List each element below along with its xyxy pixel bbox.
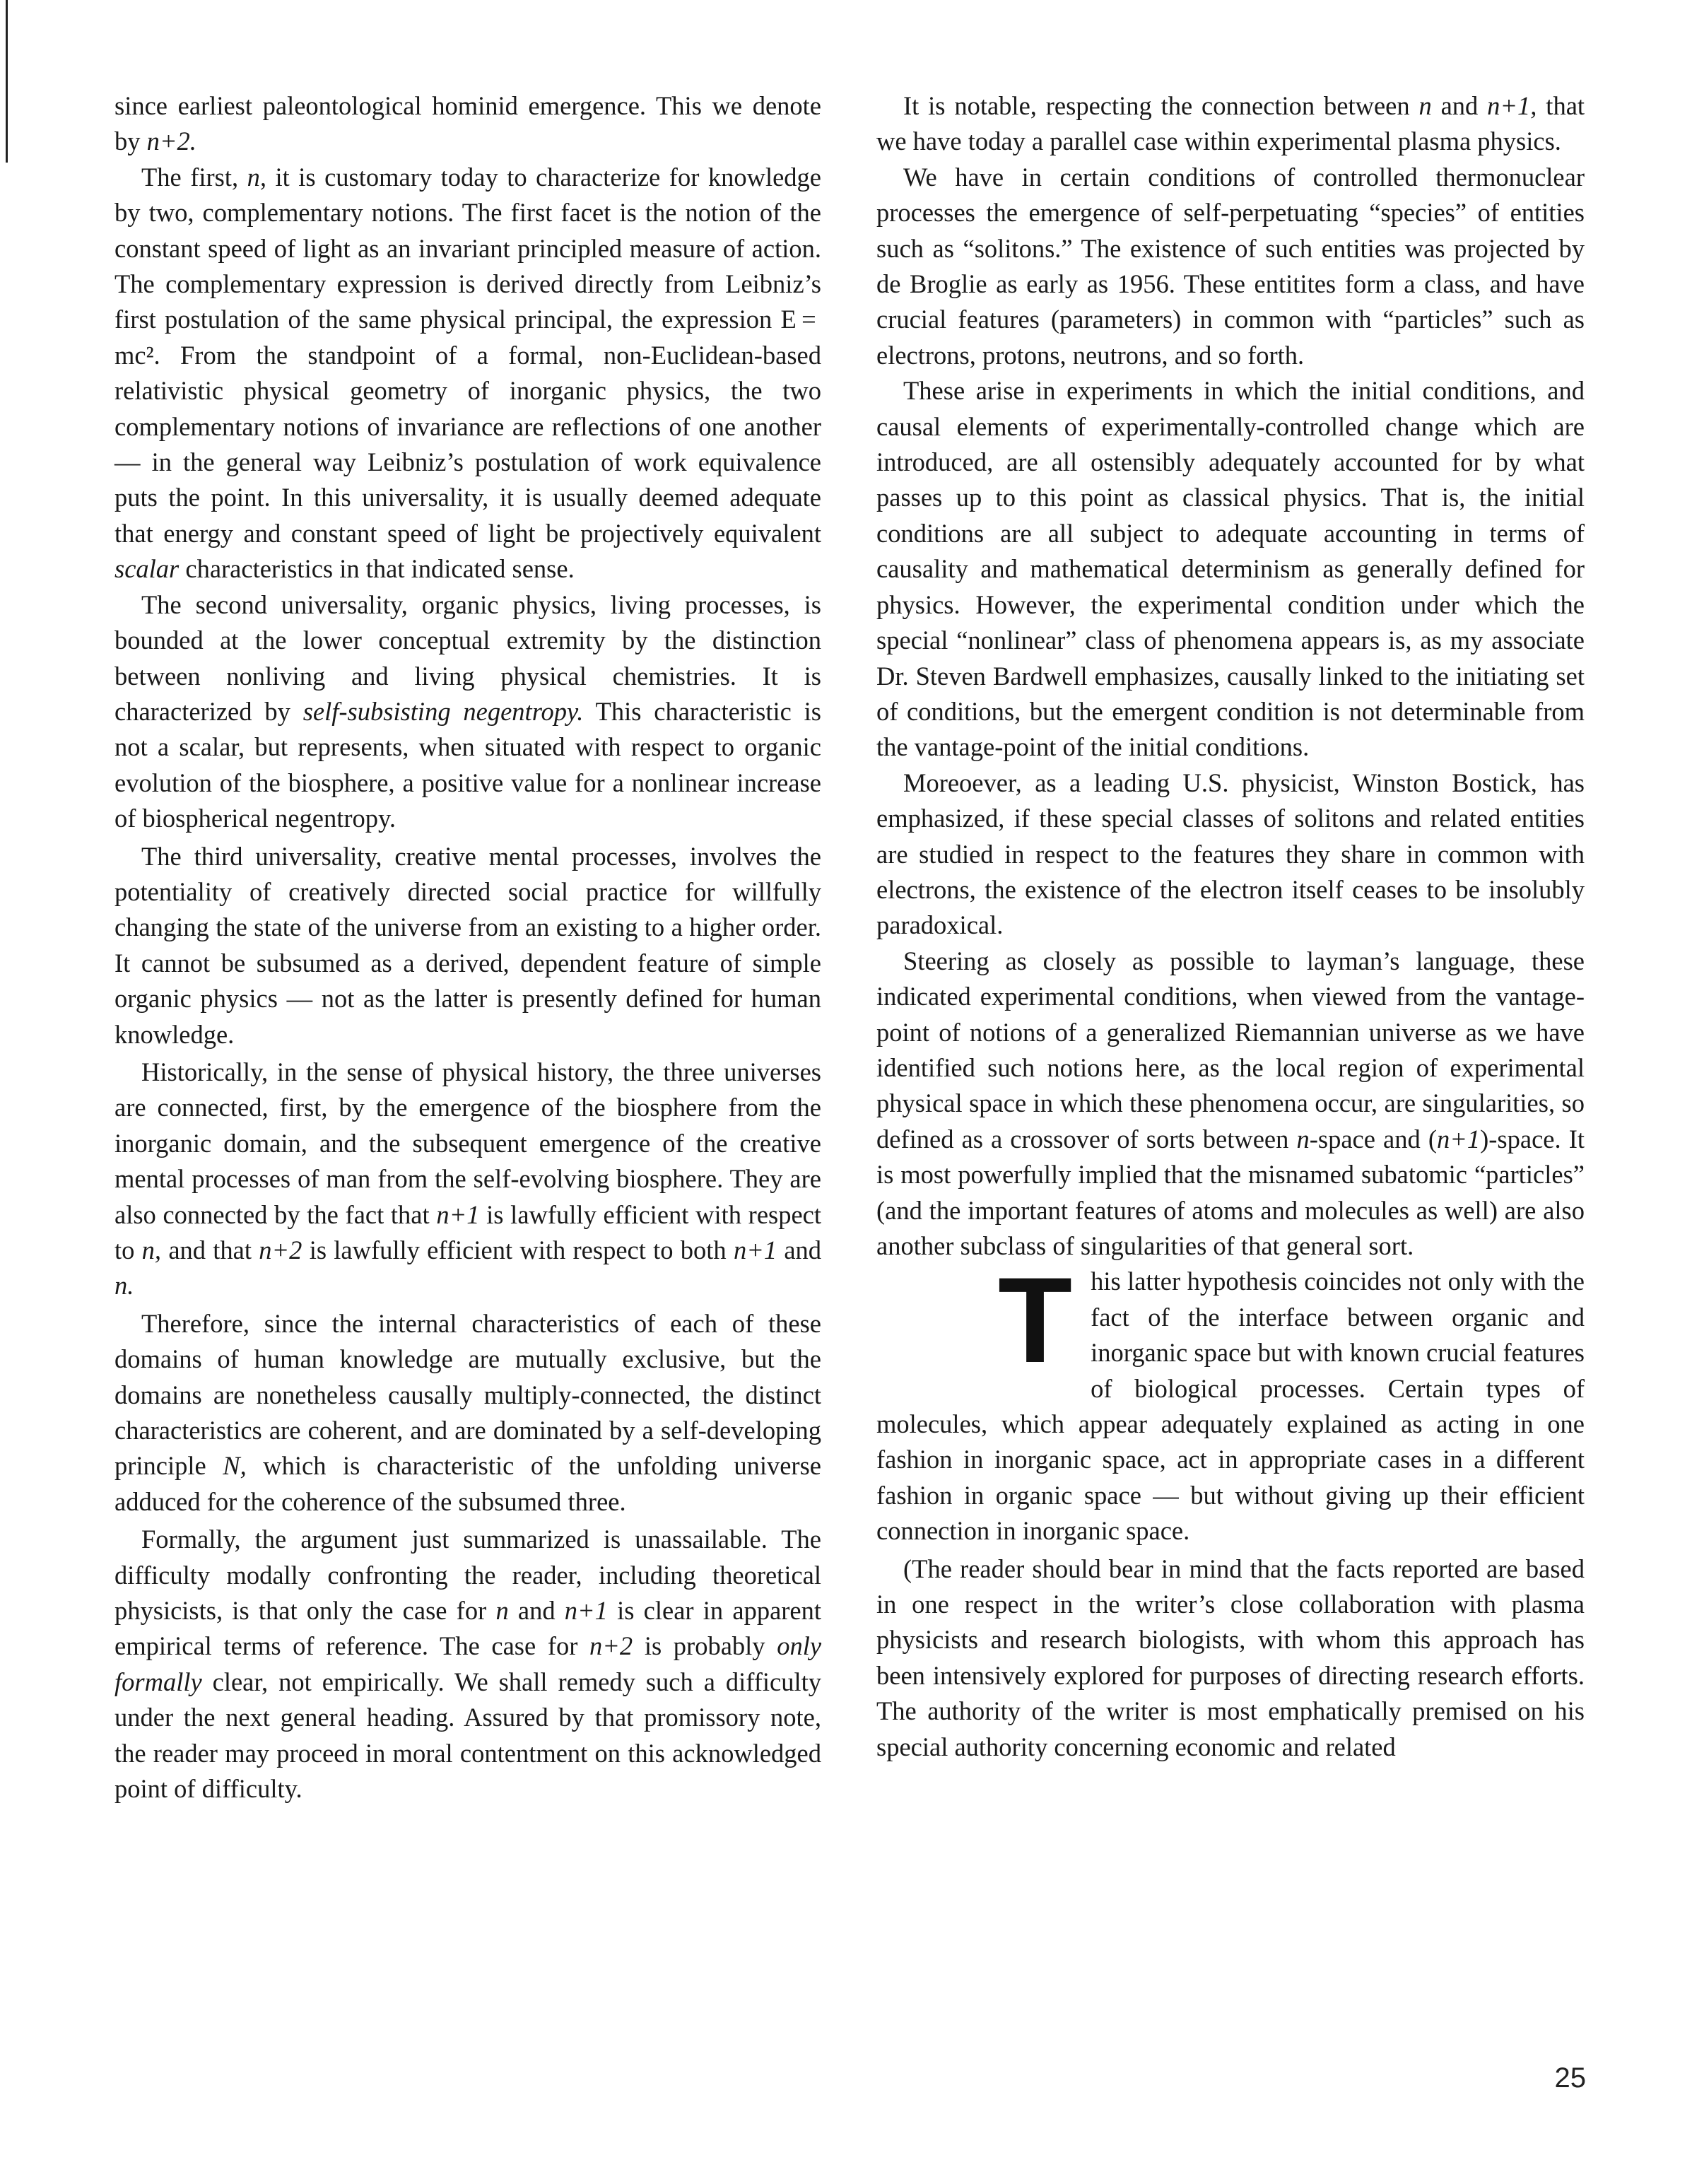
drop-cap: T <box>998 1252 1073 1389</box>
left-column <box>114 88 821 1807</box>
paragraph: The first, n, it is customary today to characterize for knowledge by two, complementary notions. The first facet is the notion of the constant speed of light as an invariant principled measure of action. The complementary expression is derived directly from Leibniz’s first postulation of the same physical principal, the expression E = mc². From the standpoint of a formal, non-Euclidean-based relativistic physical geometry of inorganic physics, the two complementary notions of invariance are reflections of one another — in the general way Leibniz’s postulation of work equivalence puts the point. In this universality, it is usually deemed adequate that energy and constant speed of light be projectively equivalent scalar characteristics in that indicated sense. <box>114 162 821 584</box>
page-number: 25 <box>1554 2062 1586 2094</box>
paragraph: since earliest paleontological hominid emergence. This we denote by n+2. <box>114 91 821 156</box>
paragraph: The third universality, creative mental processes, involves the potentiality of creatively directed social practice for willfully changing the state of the universe from an existing to a higher order. It cannot be subsumed as a derived, dependent feature of simple organic physics — not as the latter is presently defined for human knowledge. <box>114 841 821 1049</box>
paragraph: These arise in experiments in which the initial conditions, and causal elements of experimentally-controlled change which are introduced, are all ostensibly adequately accounted for by what passes up to this point as classical physics. That is, the initial conditions are all subject to adequate accounting in terms of causality and mathematical determinism as generally defined for physics. However, the experimental condition under which the special “nonlinear” class of phenomena appears is, as my associate Dr. Steven Bardwell emphasizes, causally linked to the initiating set of conditions, but the emergent condition is not determinable from the vantage-point of the initial conditions. <box>876 376 1585 762</box>
paragraph: (The reader should bear in mind that the facts reported are based in one respect in the writer’s close collaboration with plasma physicists and research biologists, with whom this approach has been intensively explored for purposes of directing research efforts. The authority of the writer is most emphatically premised on his special authority concerning economic and related <box>876 1554 1585 1761</box>
paragraph: We have in certain conditions of controlled thermonuclear processes the emergence of self-perpetuating “species” of entities such as “solitons.” The existence of such entities was projected by de Broglie as early as 1956. These entitites form a class, and have crucial features (parameters) in common with “particles” such as electrons, protons, neutrons, and so forth. <box>876 162 1585 370</box>
right-column <box>876 88 1585 1765</box>
paragraph: Historically, in the sense of physical history, the three universes are connected, first, by the emergence of the biosphere from the inorganic domain, and the subsequent emergence of the creative mental processes of man from the self-evolving biosphere. They are also connected by the fact that n+1 is lawfully efficient with respect to n, and that n+2 is lawfully efficient with respect to both n+1 and n. <box>114 1057 822 1301</box>
scan-edge-mark <box>6 0 8 163</box>
paragraph: The second universality, organic physics, living processes, is bounded at the lower conceptual extremity by the distinction between nonliving and living physical chemistries. It is characterized by self-subsisting negentropy. This characteristic is not a scalar, but represents, when situated with respect to organic evolution of the biosphere, a positive value for a nonlinear increase of biospherical negentropy. <box>114 589 821 833</box>
paragraph: Therefore, since the internal characteristics of each of these domains of human knowledge are mutually exclusive, but the domains are nonetheless causally multiply-connected, the distinct characteristics are coherent, and are dominated by a self-developing principle N, which is characteristic of the unfolding universe adduced for the coherence of the subsumed three. <box>114 1308 821 1516</box>
paragraph: Moreoever, as a leading U.S. physicist, Winston Bostick, has emphasized, if these special classes of solitons and related entities are studied in respect to the features they share in common with electrons, the existence of the electron itself ceases to be insolubly paradoxical. <box>876 768 1585 940</box>
paragraph: Formally, the argument just summarized is unassailable. The difficulty modally confronting the reader, including theoretical physicists, is that only the case for n and n+1 is clear in apparent empirical terms of reference. The case for n+2 is probably only formally clear, not empirically. We shall remedy such a difficulty under the next general heading. Assured by that promissory note, the reader may proceed in moral contentment on this acknowledged point of difficulty. <box>114 1525 822 1804</box>
paragraph: Steering as closely as possible to layman’s language, these indicated experimental conditions, when viewed from the vantage-point of notions of a generalized Riemannian universe as we have identified such notions here, as the local region of experimental physical space in which these phenomena occur, are singularities, so defined as a crossover of sorts between n-space and (n+1)-space. It is most powerfully implied that the misnamed subatomic “particles” (and the important features of atoms and molecules as well) are also another subclass of singularities of that general sort. <box>876 946 1585 1260</box>
paragraph-with-drop-cap: This latter hypothesis coincides not only with the fact of the interface between organic and inorganic space but with known crucial features of biological processes. Certain types of molecules, which appear adequately explained as acting in one fashion in inorganic space, act in appropriate cases in a different fashion in organic space — but without giving up their efficient connection in inorganic space. <box>876 1252 1585 1546</box>
paragraph: It is notable, respecting the connection between n and n+1, that we have today a parallel case within experimental plasma physics. <box>876 91 1585 156</box>
